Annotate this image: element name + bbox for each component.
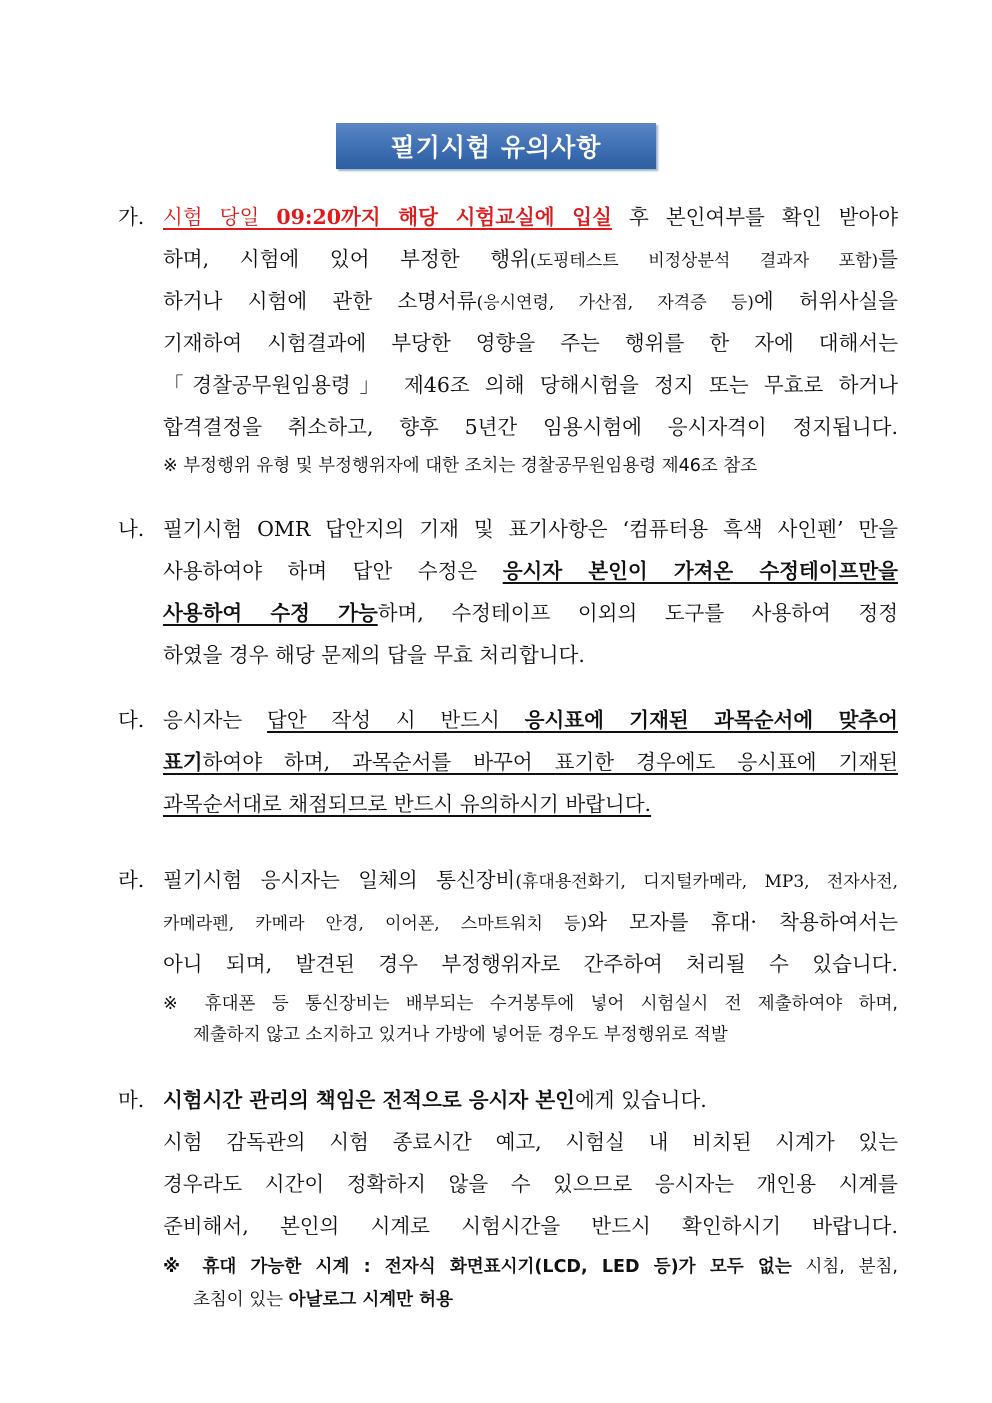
ga-line5: 「경찰공무원임용령」 제46조 의해 당해시험을 정지 또는 무효로 하거나 xyxy=(163,373,898,397)
ga-line3-a: 하거나 시험에 관한 소명서류 xyxy=(163,289,477,313)
section-ga-line-5 xyxy=(118,367,898,403)
section-ra-line-2 xyxy=(118,904,898,940)
na-line2-bold: 응시자 본인이 가져온 수정테이프만을 xyxy=(502,559,898,583)
ga-line2-a: 하며, 시험에 있어 부정한 행위 xyxy=(163,247,530,271)
ma-line3: 경우라도 시간이 정확하지 않을 수 있으므로 응시자는 개인용 시계를 xyxy=(163,1172,898,1196)
ma-note1-rest: 시침, 분침, xyxy=(791,1257,898,1277)
section-na-marker: 나. xyxy=(118,517,145,541)
section-ma-note-1 xyxy=(163,1252,898,1283)
section-ga-line-6 xyxy=(118,409,898,445)
ra-note2-text: 제출하지 않고 소지하고 있거나 가방에 넣어둔 경우도 부정행위로 적발 xyxy=(193,1025,728,1045)
ga-line6: 합격결정을 취소하고, 향후 5년간 임용시험에 응시자격이 정지됩니다. xyxy=(163,415,898,439)
da-line1-bold: 응시표에 기재된 과목순서에 맞추어 xyxy=(524,708,898,732)
ma-line1-bold: 시험시간 관리의 책임은 전적으로 응시자 본인 xyxy=(163,1088,575,1112)
ga-line2-b: 를 xyxy=(878,247,899,271)
ra-line3: 아니 되며, 발견된 경우 부정행위자로 간주하여 처리될 수 있습니다. xyxy=(163,952,898,976)
section-ra-marker: 라. xyxy=(118,868,145,892)
ga-red-text: 시험 당일 xyxy=(163,205,277,229)
section-ma-line-4 xyxy=(118,1208,898,1244)
na-line1: 필기시험 OMR 답안지의 기재 및 표기사항은 ‘컴퓨터용 흑색 사인펜’ 만을 xyxy=(163,517,898,541)
section-ga-marker: 가. xyxy=(118,205,145,229)
ma-line4: 준비해서, 본인의 시계로 시험시간을 반드시 확인하시기 바랍니다. xyxy=(163,1214,898,1238)
ra-line2-b: 와 모자를 휴대· 착용하여서는 xyxy=(587,910,898,934)
section-da-line-2 xyxy=(118,744,898,780)
section-ga-note: ※ 부정행위 유형 및 부정행위자에 대한 조치는 경찰공무원임용령 제46조 참조 xyxy=(163,456,758,476)
section-ma-line-1 xyxy=(118,1082,898,1118)
section-ga-line-4 xyxy=(118,325,898,361)
section-ra-note-1: ※ 휴대폰 등 통신장비는 배부되는 수거봉투에 넣어 시험실시 전 제출하여야 하며, xyxy=(163,994,898,1014)
na-line3-bold: 사용하여 수정 가능 xyxy=(163,601,378,625)
ma-note1-bold: ※ 휴대 가능한 시계 : 전자식 화면표시기(LCD, LED 등)가 모두 없는 xyxy=(163,1257,792,1277)
section-da-line-3 xyxy=(118,786,898,822)
ga-line1-rest: 후 본인여부를 확인 받아야 xyxy=(611,205,898,229)
section-na-line-3 xyxy=(118,595,898,631)
section-da-marker: 다. xyxy=(118,708,145,732)
ga-line4: 기재하여 시험결과에 부당한 영향을 주는 행위를 한 자에 대해서는 xyxy=(163,331,898,355)
title-banner xyxy=(336,123,656,169)
ra-line1-a: 필기시험 응시자는 일체의 통신장비 xyxy=(163,868,516,892)
page-title: 필기시험 유의사항 xyxy=(390,133,602,162)
section-ga-line-2 xyxy=(118,241,898,277)
ma-line2: 시험 감독관의 시험 종료시간 예고, 시험실 내 비치된 시계가 있는 xyxy=(163,1130,898,1154)
da-line2-bold: 표기 xyxy=(163,750,203,774)
section-ga-line-3 xyxy=(118,283,898,319)
section-ga-line-1 xyxy=(118,199,898,235)
ga-line3-b: 에 허위사실을 xyxy=(753,289,898,313)
ma-line1-rest: 에게 있습니다. xyxy=(574,1088,707,1112)
da-line3: 과목순서대로 채점되므로 반드시 유의하시기 바랍니다. xyxy=(163,792,652,816)
ma-note2-a: 초침이 있는 xyxy=(193,1290,289,1310)
ga-red-bold-text: 09:20까지 해당 시험교실에 입실 xyxy=(276,205,612,229)
da-line1-a: 응시자는 xyxy=(163,708,268,732)
section-na-line-2 xyxy=(118,553,898,589)
ga-line3-small: (응시연령, 가산점, 자격증 등) xyxy=(476,293,754,313)
ma-note2-bold: 아날로그 시계만 허용 xyxy=(288,1290,453,1310)
section-ra-line-3 xyxy=(118,946,898,982)
section-ma-marker: 마. xyxy=(118,1088,145,1112)
na-line3-rest: 하며, 수정테이프 이외의 도구를 사용하여 정정 xyxy=(377,601,898,625)
na-line4: 하였을 경우 해당 문제의 답을 무효 처리합니다. xyxy=(163,643,585,667)
ra-line2-small: 카메라펜, 카메라 안경, 이어폰, 스마트워치 등) xyxy=(163,914,588,934)
section-na-line-4 xyxy=(118,637,898,673)
da-line2-rest: 하여야 하며, 과목순서를 바꾸어 표기한 경우에도 응시표에 기재된 xyxy=(202,750,898,774)
section-ma-line-2 xyxy=(118,1124,898,1160)
da-line1-u: 답안 작성 시 반드시 xyxy=(267,708,525,732)
ga-line2-small: (도핑테스트 비정상분석 결과자 포함) xyxy=(529,251,879,271)
section-ra-line-1 xyxy=(118,862,898,898)
section-da-line-1 xyxy=(118,702,898,738)
section-ma-line-3 xyxy=(118,1166,898,1202)
ra-line1-small: (휴대용전화기, 디지털카메라, MP3, 전자사전, xyxy=(515,872,898,892)
na-line2-a: 사용하여야 하며 답안 수정은 xyxy=(163,559,503,583)
section-na-line-1 xyxy=(118,511,898,547)
